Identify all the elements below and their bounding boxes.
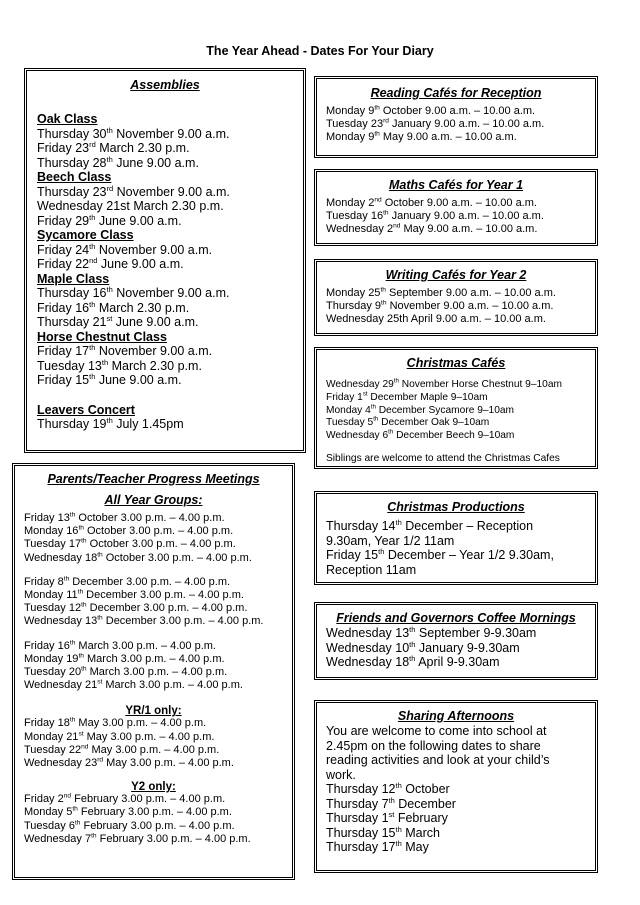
date-line: Monday 2nd October 9.00 a.m. – 10.00 a.m. [326, 196, 537, 209]
ordinal-suffix: st [97, 678, 103, 686]
date-line: Monday 9th October 9.00 a.m. – 10.00 a.m. [326, 104, 536, 117]
oak-class [37, 112, 293, 170]
ordinal-suffix: th [374, 104, 380, 112]
ordinal-suffix: th [395, 780, 402, 790]
christmas-productions-box [314, 491, 598, 585]
date-line: Wednesday 13th September 9-9.30am [326, 624, 537, 640]
date-line: Thursday 23rd November 9.00 a.m. [37, 183, 230, 199]
yr1-list [24, 717, 283, 770]
date-line: Wednesday 7th February 3.00 p.m. – 4.00 p.m. [24, 832, 251, 845]
date-line: Friday 23rd March 2.30 p.m. [37, 139, 190, 155]
reading-heading: Reading Cafés for Reception [370, 86, 542, 100]
coffee-mornings-box [314, 602, 598, 680]
maths-list [326, 197, 586, 237]
date-line: Wednesday 21st March 3.00 p.m. – 4.00 p.m. [24, 678, 243, 692]
date-line: Friday 15th December – Year 1/2 9.30am, [326, 546, 554, 562]
horse-chestnut-class [37, 330, 293, 388]
assemblies-heading: Assemblies [130, 78, 200, 92]
y2-list [24, 793, 283, 846]
productions-list [326, 519, 586, 577]
date-line: Thursday 1st February [326, 809, 448, 825]
ordinal-suffix: th [69, 638, 76, 646]
ordinal-suffix: th [91, 832, 97, 840]
ordinal-suffix: nd [89, 255, 98, 265]
ordinal-suffix: th [77, 588, 84, 596]
date-line: Thursday 16th November 9.00 a.m. [37, 284, 230, 300]
date-line: Thursday 28th June 9.00 a.m. [37, 154, 199, 170]
sycamore-class [37, 228, 293, 272]
ordinal-suffix: th [89, 342, 96, 352]
date-line: Tuesday 17th October 3.00 p.m. – 4.00 p.m. [24, 537, 236, 551]
ordinal-suffix: th [393, 377, 399, 385]
date-line: Thursday 12th October [326, 780, 450, 796]
intro-line: reading activities and look at your child’s [326, 753, 550, 767]
date-line: Wednesday 29th November Horse Chestnut 9–10am [326, 377, 562, 390]
yr1-heading: YR/1 only: [125, 705, 182, 718]
intro-line: 2.45pm on the following dates to share [326, 738, 541, 753]
date-line: Wednesday 18th April 9-9.30am [326, 653, 500, 669]
date-line: Friday 29th June 9.00 a.m. [37, 212, 182, 228]
date-line: Thursday 15th March [326, 824, 440, 840]
ordinal-suffix: th [106, 154, 113, 164]
coffee-list [326, 626, 586, 670]
ordinal-suffix: th [78, 524, 84, 532]
date-line: Friday 18th May 3.00 p.m. – 4.00 p.m. [24, 716, 207, 730]
date-line: 9.30am, Year 1/2 11am [326, 533, 455, 548]
date-line: Tuesday 13th March 2.30 p.m. [37, 357, 202, 373]
intro-line: You are welcome to come into school at [326, 724, 547, 738]
autumn-dec-block [24, 576, 283, 629]
date-line: Thursday 7th December [326, 795, 456, 811]
progress-meetings-box [12, 463, 295, 880]
class-name: Horse Chestnut Class [37, 329, 167, 344]
date-line: Thursday 9th November 9.00 a.m. – 10.00 a.m. [326, 299, 554, 313]
class-name: Maple Class [37, 271, 110, 286]
christmas-cafes-list [326, 379, 586, 466]
date-line: Thursday 21st June 9.00 a.m. [37, 313, 199, 329]
reading-cafes-box [314, 76, 598, 158]
ordinal-suffix: th [383, 209, 389, 217]
date-line: Monday 9th May 9.00 a.m. – 10.00 a.m. [326, 130, 517, 144]
class-name: Beech Class [37, 170, 112, 184]
coffee-heading: Friends and Governors Coffee Mornings [336, 611, 576, 625]
y2-heading: Y2 only: [131, 781, 176, 794]
ordinal-suffix: th [388, 795, 395, 805]
ordinal-suffix: rd [106, 183, 114, 193]
writing-cafes-box [314, 259, 598, 336]
date-line: Friday 16th March 2.30 p.m. [37, 299, 190, 315]
ordinal-suffix: th [106, 415, 113, 425]
all-year-groups-heading: All Year Groups: [104, 493, 203, 507]
date-line: Monday 5th February 3.00 p.m. – 4.00 p.m. [24, 805, 232, 819]
ordinal-suffix: th [78, 652, 84, 660]
date-line: Tuesday 20th March 3.00 p.m. – 4.00 p.m. [24, 665, 228, 679]
ordinal-suffix: th [89, 299, 96, 309]
ordinal-suffix: th [395, 824, 402, 834]
sharing-list [326, 724, 586, 855]
ordinal-suffix: th [89, 371, 96, 381]
christmas-cafes-box [314, 347, 598, 469]
leavers-heading: Leavers Concert [37, 402, 135, 417]
intro-line: work. [326, 767, 356, 782]
sharing-heading: Sharing Afternoons [397, 709, 515, 723]
ordinal-suffix: nd [393, 222, 401, 230]
date-line: Friday 13th October 3.00 p.m. – 4.00 p.m. [24, 511, 225, 524]
date-line: Wednesday 18th October 3.00 p.m. – 4.00 p.m. [24, 550, 252, 564]
ordinal-suffix: th [374, 130, 380, 138]
date-line: Tuesday 5th December Oak 9–10am [326, 416, 490, 429]
date-line: Tuesday 16th January 9.00 a.m. – 10.00 a.m. [326, 209, 544, 223]
ordinal-suffix: st [106, 313, 113, 323]
ordinal-suffix: th [373, 416, 379, 423]
date-line: Thursday 19th July 1.45pm [37, 415, 184, 431]
date-line: Monday 11th December 3.00 p.m. – 4.00 p.m. [24, 588, 244, 602]
ordinal-suffix: rd [383, 117, 389, 125]
date-line: Wednesday 6th December Beech 9–10am [326, 428, 515, 442]
date-line: Friday 15th June 9.00 a.m. [37, 371, 182, 387]
date-line: Wednesday 13th December 3.00 p.m. – 4.00 p.m. [24, 614, 264, 628]
ordinal-suffix: th [89, 241, 96, 251]
date-line: Friday 2nd February 3.00 p.m. – 4.00 p.m. [24, 792, 226, 806]
date-line: Wednesday 25th April 9.00 a.m. – 10.00 a.m. [326, 313, 546, 326]
ordinal-suffix: th [81, 665, 87, 673]
ordinal-suffix: th [106, 284, 113, 294]
ordinal-suffix: th [72, 805, 78, 813]
ordinal-suffix: st [78, 729, 84, 737]
progress-heading: Parents/Teacher Progress Meetings [47, 472, 260, 486]
date-line: Monday 21st May 3.00 p.m. – 4.00 p.m. [24, 729, 215, 743]
maths-cafes-box [314, 169, 598, 246]
date-line: Friday 16th March 3.00 p.m. – 4.00 p.m. [24, 638, 216, 652]
ordinal-suffix: th [63, 575, 70, 583]
writing-list [326, 287, 586, 327]
date-line: Friday 24th November 9.00 a.m. [37, 241, 213, 257]
ordinal-suffix: st [362, 390, 368, 398]
date-line: Monday 16th October 3.00 p.m. – 4.00 p.m. [24, 524, 234, 538]
sharing-afternoons-box [314, 700, 598, 873]
ordinal-suffix: rd [97, 756, 104, 764]
ordinal-suffix: th [101, 357, 109, 367]
ordinal-suffix: th [74, 819, 81, 826]
maple-class [37, 272, 293, 330]
date-line: Wednesday 2nd May 9.00 a.m. – 10.00 a.m. [326, 222, 538, 236]
writing-heading: Writing Cafés for Year 2 [385, 268, 527, 282]
date-line: Thursday 17th May [326, 838, 429, 854]
assemblies-list [37, 112, 293, 432]
spring-mar-block [24, 640, 283, 693]
ordinal-suffix: th [370, 403, 376, 411]
date-line: Wednesday 21st March 2.30 p.m. [37, 199, 224, 213]
ordinal-suffix: th [395, 517, 402, 527]
ordinal-suffix: th [81, 537, 87, 545]
date-line: Tuesday 12th December 3.00 p.m. – 4.00 p.m. [24, 601, 248, 615]
ordinal-suffix: nd [81, 743, 89, 751]
ordinal-suffix: th [69, 511, 76, 519]
ordinal-suffix: rd [89, 139, 96, 149]
ordinal-suffix: th [395, 838, 402, 848]
date-line: Tuesday 6th February 3.00 p.m. – 4.00 p.m. [24, 819, 235, 832]
date-line: Wednesday 23rd May 3.00 p.m. – 4.00 p.m. [24, 756, 234, 770]
date-line: Tuesday 23rd January 9.00 a.m. – 10.00 a.m. [326, 117, 545, 131]
ordinal-suffix: nd [63, 792, 72, 800]
ordinal-suffix: th [89, 212, 96, 222]
siblings-note: Siblings are welcome to attend the Christmas Cafes [326, 452, 560, 464]
date-line: Monday 25th September 9.00 a.m. – 10.00 a.m. [326, 286, 556, 299]
ordinal-suffix: th [378, 546, 385, 556]
beech-class [37, 170, 293, 228]
date-line: Monday 19th March 3.00 p.m. – 4.00 p.m. [24, 652, 225, 665]
date-line: Friday 17th November 9.00 a.m. [37, 342, 213, 358]
ordinal-suffix: th [106, 125, 113, 135]
class-name: Sycamore Class [37, 228, 134, 242]
leavers-concert [37, 403, 293, 432]
date-line: Friday 1st December Maple 9–10am [326, 390, 488, 403]
date-line: Thursday 30th November 9.00 a.m. [37, 125, 230, 141]
date-line: Friday 8th December 3.00 p.m. – 4.00 p.m. [24, 575, 231, 588]
ordinal-suffix: st [388, 809, 395, 819]
ordinal-suffix: th [381, 299, 387, 307]
ordinal-suffix: th [97, 614, 103, 622]
date-line: Reception 11am [326, 562, 417, 577]
ordinal-suffix: th [388, 428, 394, 436]
ordinal-suffix: nd [374, 196, 382, 204]
date-line: Monday 4th December Sycamore 9–10am [326, 403, 515, 416]
date-line: Wednesday 10th January 9-9.30am [326, 639, 520, 655]
all-year-groups-list [24, 512, 283, 692]
assemblies-box [24, 68, 306, 453]
ordinal-suffix: th [81, 601, 87, 609]
class-name: Oak Class [37, 112, 98, 126]
ordinal-suffix: th [409, 653, 416, 663]
page-title: The Year Ahead - Dates For Your Diary [206, 44, 434, 58]
ordinal-suffix: th [409, 624, 416, 634]
productions-heading: Christmas Productions [387, 500, 525, 514]
date-line: Thursday 14th December – Reception [326, 517, 534, 533]
reading-list [326, 105, 586, 145]
maths-heading: Maths Cafés for Year 1 [388, 178, 524, 192]
ordinal-suffix: th [69, 716, 76, 724]
date-line: Tuesday 22nd May 3.00 p.m. – 4.00 p.m. [24, 743, 220, 756]
ordinal-suffix: th [380, 286, 386, 294]
christmas-cafes-heading: Christmas Cafés [406, 356, 506, 370]
ordinal-suffix: th [409, 639, 416, 649]
date-line: Friday 22nd June 9.00 a.m. [37, 255, 184, 271]
autumn-oct-block [24, 512, 283, 565]
ordinal-suffix: th [97, 550, 103, 558]
